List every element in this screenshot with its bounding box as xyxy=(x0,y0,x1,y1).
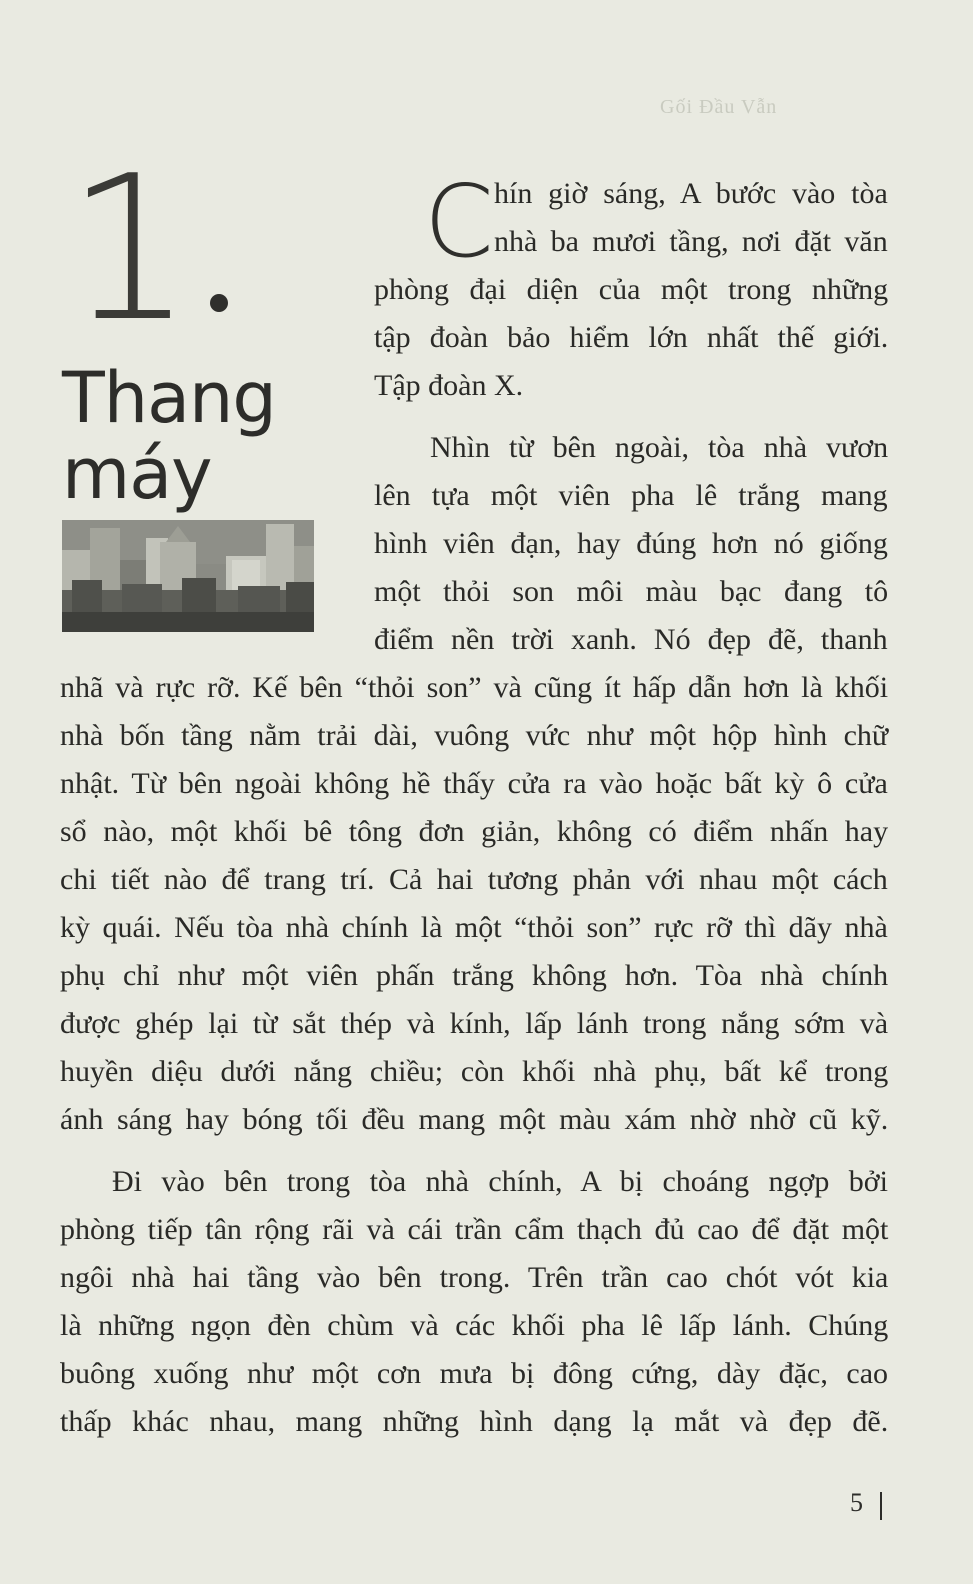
chapter-title xyxy=(62,357,362,515)
text-line: Nhìn từ bên ngoài, tòa nhà vươn xyxy=(430,431,889,464)
text-line: buông xuống như một cơn mưa bị đông cứng, dày đặc, cao xyxy=(60,1357,889,1390)
chapter-number-dot xyxy=(210,294,228,312)
text-line: tập đoàn bảo hiểm lớn nhất thế giới. xyxy=(374,321,889,354)
text-line: hín giờ sáng, A bước vào tòa xyxy=(494,177,888,210)
text-line: ánh sáng hay bóng tối đều mang một màu xám nhờ nhờ cũ kỹ. xyxy=(60,1103,889,1136)
text-line: lên tựa một viên pha lê trắng mang xyxy=(374,479,888,512)
text-line: nhà ba mươi tầng, nơi đặt văn xyxy=(494,225,888,258)
chapter-title-line-2: máy xyxy=(62,433,212,515)
text-line: huyền diệu dưới nắng chiều; còn khối nhà phụ, bất kể trong xyxy=(60,1055,889,1088)
text-line: nhật. Từ bên ngoài không hề thấy cửa ra vào hoặc bất kỳ ô cửa xyxy=(60,767,888,800)
text-line: nhã và rực rỡ. Kế bên “thỏi son” và cũng ít hấp dẫn hơn là khối xyxy=(60,671,889,704)
page-number-rule xyxy=(880,1492,882,1520)
text-line: Đi vào bên trong tòa nhà chính, A bị choáng ngợp bởi xyxy=(112,1165,888,1198)
drop-cap: C xyxy=(424,163,494,280)
text-line: phụ chỉ như một viên phấn trắng không hơn. Tòa nhà chính xyxy=(60,959,889,992)
text-line: sổ nào, một khối bê tông đơn giản, không có điểm nhấn hay xyxy=(60,815,889,848)
text-line: điểm nền trời xanh. Nó đẹp đẽ, thanh xyxy=(374,623,888,656)
text-line: chi tiết nào để trang trí. Cả hai tương phản với nhau một cách xyxy=(60,863,888,896)
chapter-title-line-1: Thang xyxy=(62,357,276,439)
text-line: nhà bốn tầng nằm trải dài, vuông vức như một hộp hình chữ xyxy=(60,719,889,752)
page-number: 5 xyxy=(850,1488,863,1517)
text-line: Tập đoàn X. xyxy=(374,369,524,402)
text-line: là những ngọn đèn chùm và các khối pha lê lấp lánh. Chúng xyxy=(60,1309,889,1342)
city-skyline-illustration xyxy=(62,520,314,632)
text-line: ngôi nhà hai tầng vào bên trong. Trên trần cao chót vót kia xyxy=(60,1261,889,1294)
text-line: thấp khác nhau, mang những hình dạng lạ mắt và đẹp đẽ. xyxy=(60,1405,889,1438)
text-line: một thỏi son môi màu bạc đang tô xyxy=(374,575,889,608)
text-line: kỳ quái. Nếu tòa nhà chính là một “thỏi son” rực rỡ thì dãy nhà xyxy=(60,911,888,944)
text-line: phòng tiếp tân rộng rãi và cái trần cẩm thạch đủ cao để đặt một xyxy=(60,1213,889,1246)
text-line: hình viên đạn, hay đúng hơn nó giống xyxy=(374,527,888,560)
running-header-show-through: Gối Đầu Vẫn xyxy=(660,96,778,118)
text-line: phòng đại diện của một trong những xyxy=(374,273,889,306)
chapter-number: 1 xyxy=(66,133,188,366)
text-line: được ghép lại từ sắt thép và kính, lấp lánh trong nắng sớm và xyxy=(60,1007,889,1040)
